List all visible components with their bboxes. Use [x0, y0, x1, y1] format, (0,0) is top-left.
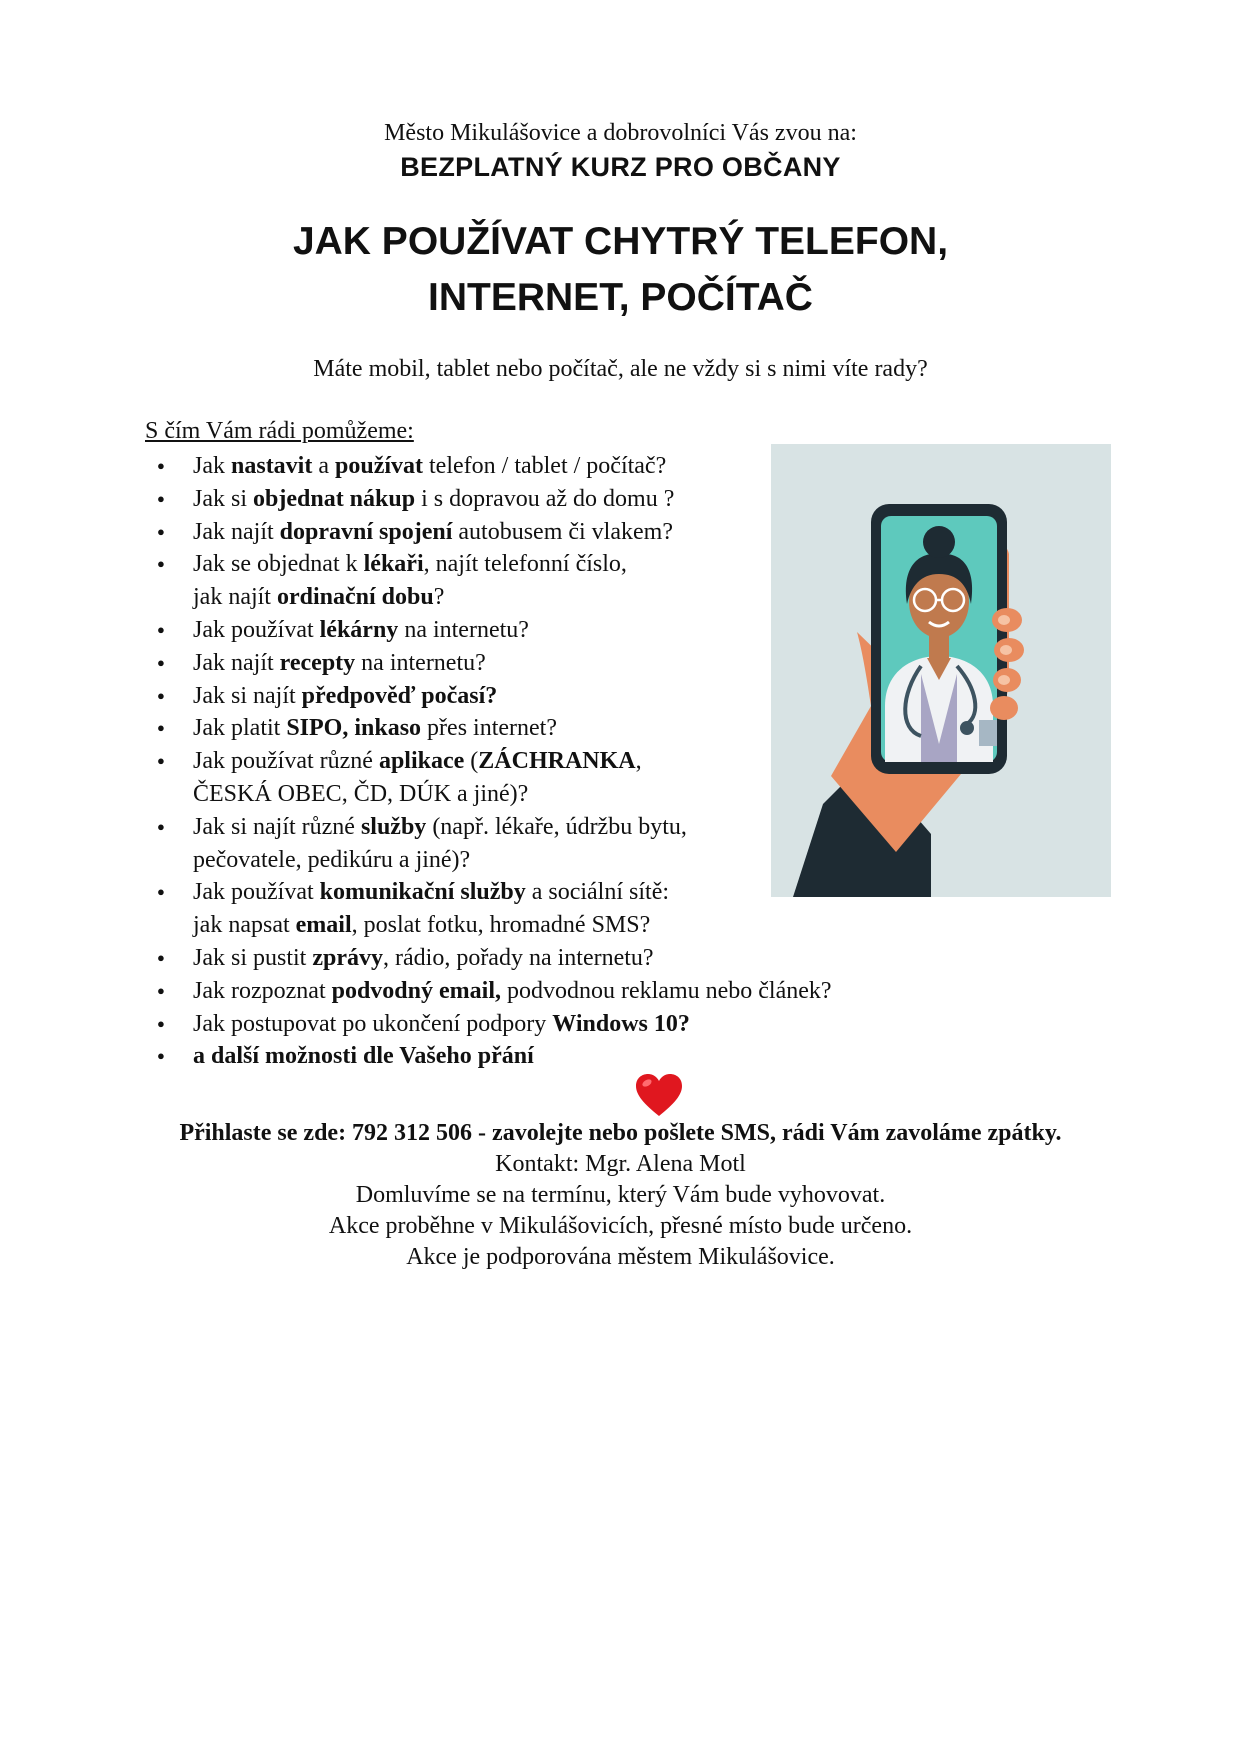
topic-item: [155, 712, 832, 745]
topic-text: Jak rozpoznat: [193, 977, 332, 1004]
topic-bold-text: používat: [335, 453, 424, 479]
topic-bold-text: zprávy: [312, 944, 383, 971]
topic-text: Jak používat: [193, 879, 320, 906]
topic-text: Jak používat: [193, 616, 320, 643]
info-line-2: Akce proběhne v Mikulášovicích, přesné místo bude určeno.: [328, 1213, 913, 1239]
topic-text: Jak si najít: [193, 682, 302, 709]
topic-text: (: [464, 748, 479, 775]
heart-icon: [634, 1072, 684, 1118]
intro-text: Město Mikulášovice a dobrovolníci Vás zvou na:: [384, 120, 857, 146]
topic-text: Jak si: [193, 485, 253, 512]
topic-item: [155, 483, 832, 516]
topic-bold-text: a další možnosti dle Vašeho přání: [193, 1043, 534, 1070]
topic-item: [155, 975, 832, 1008]
topic-text: , ČESKÁ OBEC, ČD, DÚK a jiné)?: [193, 748, 642, 807]
info-line-1: Domluvíme se na termínu, který Vám bude vyhovovat.: [355, 1182, 886, 1208]
topic-text: a sociální sítě: jak napsat: [193, 879, 670, 939]
topic-item: [155, 450, 832, 483]
signup-text: Přihlaste se zde: 792 312 506 - zavolejte nebo pošlete SMS, rádi Vám zavoláme zpátky.: [179, 1120, 1062, 1146]
topic-item: [155, 516, 832, 549]
topic-text: a: [312, 453, 335, 479]
topic-text: ?: [433, 584, 445, 611]
topic-text: Jak postupovat po ukončení podpory: [193, 1010, 553, 1037]
topic-text: Jak se objednat k: [193, 551, 364, 578]
topic-item: [155, 614, 832, 647]
topic-item: [155, 548, 832, 614]
topic-text: na internetu?: [398, 616, 529, 643]
topic-text: Jak najít: [193, 518, 280, 545]
topics-list: [155, 450, 832, 1073]
topic-bold-text: email: [295, 912, 352, 939]
topic-text: Jak platit: [193, 715, 287, 742]
topic-bold-text: služby: [360, 813, 427, 840]
topic-text: , poslat fotku, hromadné SMS?: [351, 912, 651, 939]
topic-bold-text: recepty: [279, 649, 356, 676]
topic-bold-text: komunikační služby: [319, 879, 526, 906]
topic-text: Jak používat různé: [193, 748, 379, 775]
topic-text: , rádio, pořady na internetu?: [383, 944, 654, 971]
topic-text: Jak si najít různé: [193, 813, 361, 840]
topic-text: přes internet?: [421, 715, 557, 742]
topic-item: [155, 647, 832, 680]
course-heading: BEZPLATNÝ KURZ PRO OBČANY: [400, 152, 841, 182]
topic-bold-text: nastavit: [231, 453, 313, 479]
topic-item: [155, 942, 832, 975]
topic-bold-text: ordinační dobu: [276, 584, 434, 611]
doctor-phone-illustration: [771, 444, 1111, 897]
topic-bold-text: lékaři: [363, 551, 424, 578]
topic-bold-text: Windows 10?: [552, 1010, 690, 1037]
topic-text: i s dopravou až do domu ?: [415, 485, 675, 512]
topic-item: [155, 811, 832, 877]
topic-item: [155, 876, 832, 942]
topic-item: [155, 745, 832, 811]
topic-bold-text: aplikace: [378, 748, 465, 775]
topic-item: [155, 1008, 832, 1041]
topic-bold-text: lékárny: [319, 616, 399, 643]
title-line-2: INTERNET, POČÍTAČ: [428, 276, 813, 319]
topic-bold-text: objednat nákup: [253, 485, 416, 512]
topic-text: Jak si pustit: [193, 944, 313, 971]
info-line-3: Akce je podporována městem Mikulášovice.: [406, 1244, 835, 1270]
topic-text: Jak: [193, 453, 231, 479]
question-text: Máte mobil, tablet nebo počítač, ale ne vždy si s nimi víte rady?: [313, 356, 928, 382]
topic-text: telefon / tablet / počítač?: [423, 453, 667, 479]
topic-text: , najít telefonní číslo, jak najít: [193, 551, 627, 611]
topic-bold-text: podvodný email,: [331, 977, 501, 1004]
topic-text: (např. lékaře, údržbu bytu, pečovatele, pedikúru a jiné)?: [193, 813, 687, 873]
topic-bold-text: předpověď počasí?: [301, 682, 498, 709]
topic-text: autobusem či vlakem?: [452, 518, 673, 545]
topic-text: Jak najít: [193, 649, 280, 676]
topic-text: na internetu?: [355, 649, 486, 676]
topic-text: podvodnou reklamu nebo článek?: [500, 977, 832, 1004]
topic-bold-text: dopravní spojení: [279, 518, 453, 545]
topic-item: [155, 680, 832, 713]
help-heading: S čím Vám rádi pomůžeme:: [145, 418, 414, 444]
title-line-1: JAK POUŽÍVAT CHYTRÝ TELEFON,: [292, 220, 949, 263]
topic-bold-text: ZÁCHRANKA: [478, 748, 636, 775]
contact-text: Kontakt: Mgr. Alena Motl: [495, 1151, 746, 1177]
topic-item: [155, 1040, 832, 1073]
topic-bold-text: SIPO, inkaso: [286, 715, 422, 742]
